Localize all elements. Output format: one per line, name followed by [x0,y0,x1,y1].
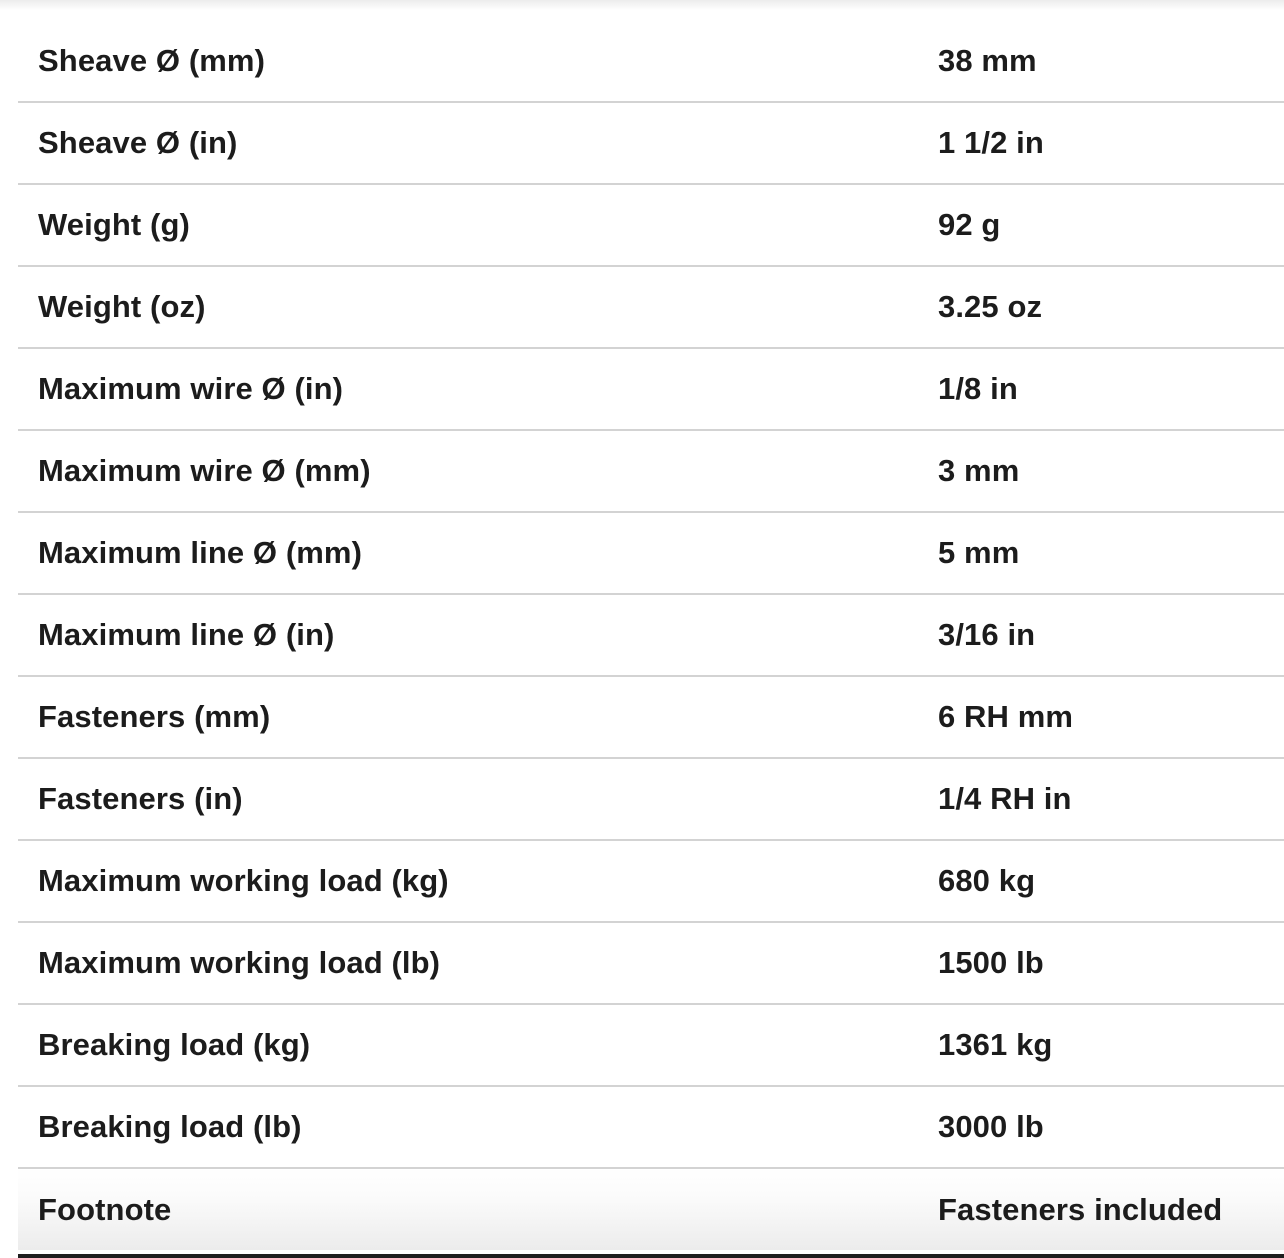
top-shadow [0,0,1284,10]
spec-value: 3.25 oz [938,289,1043,324]
spec-label: Weight (g) [38,207,190,242]
spec-label: Maximum wire Ø (mm) [38,453,371,488]
specifications-table [18,20,1284,1250]
spec-label: Sheave Ø (mm) [38,42,265,78]
spec-value: 38 mm [938,42,1037,78]
spec-label: Breaking load (kg) [38,1027,311,1062]
spec-value: 1 1/2 in [938,125,1044,160]
spec-value: 5 mm [938,535,1020,570]
spec-row-weight-g [18,184,1284,266]
spec-label: Maximum working load (kg) [38,863,449,898]
spec-row-max-line-diameter-mm [18,512,1284,594]
spec-value: 3/16 in [938,617,1036,652]
spec-label: Maximum line Ø (in) [38,617,335,652]
spec-row-breaking-load-kg [18,1004,1284,1086]
spec-value: Fasteners included [938,1191,1223,1227]
spec-row-max-working-load-lb [18,922,1284,1004]
spec-row-breaking-load-lb [18,1086,1284,1168]
spec-value: 1361 kg [938,1027,1053,1062]
spec-value: 1/8 in [938,371,1018,406]
spec-value: 3000 lb [938,1109,1044,1144]
spec-row-sheave-diameter-in [18,102,1284,184]
spec-value: 6 RH mm [938,699,1074,734]
spec-row-footnote [18,1168,1284,1250]
spec-row-weight-oz [18,266,1284,348]
specifications-table-body [18,20,1284,1250]
spec-label: Maximum wire Ø (in) [38,371,344,406]
spec-row-max-line-diameter-in [18,594,1284,676]
spec-row-max-wire-diameter-in [18,348,1284,430]
spec-value: 1500 lb [938,945,1044,980]
spec-row-max-wire-diameter-mm [18,430,1284,512]
spec-label: Weight (oz) [38,289,206,324]
spec-value: 3 mm [938,453,1020,488]
spec-row-fasteners-mm [18,676,1284,758]
spec-label: Breaking load (lb) [38,1109,302,1144]
spec-label: Footnote [38,1191,172,1227]
spec-label: Maximum line Ø (mm) [38,535,363,570]
spec-value: 92 g [938,207,1001,242]
spec-label: Sheave Ø (in) [38,125,238,160]
spec-label: Fasteners (in) [38,781,243,816]
spec-value: 680 kg [938,863,1036,898]
bottom-border [18,1254,1284,1258]
spec-row-sheave-diameter-mm [18,20,1284,102]
spec-value: 1/4 RH in [938,781,1072,816]
spec-row-fasteners-in [18,758,1284,840]
spec-label: Fasteners (mm) [38,699,271,734]
spec-row-max-working-load-kg [18,840,1284,922]
spec-label: Maximum working load (lb) [38,945,441,980]
